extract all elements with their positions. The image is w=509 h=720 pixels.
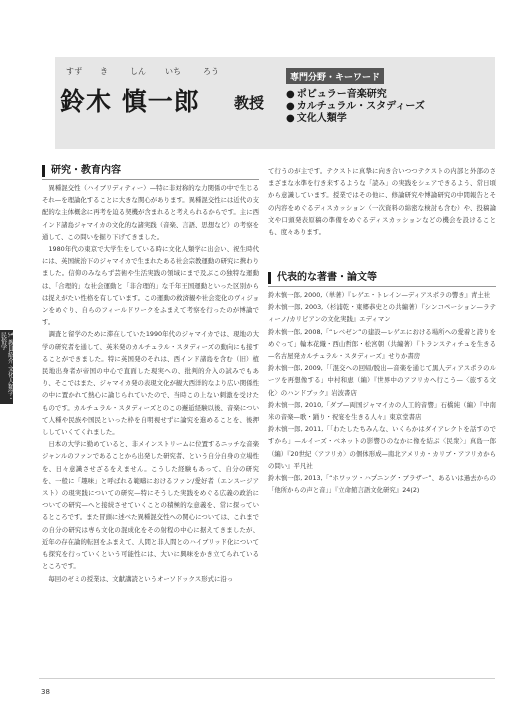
research-left-text: 異種混交性（ハイブリディティー）—特に非対称的な力関係の中で生じるそれ—を理論化することに大きな関心があります。異種混交性には近代の支配的な主体概念に再考を迫る契機が含まれると考えられるからです。主に西インド諸島ジャマイカの文化的な諸実践（音楽、言語、思想など）の考察を通して、この問いを掘り下げてきました。 1980年代の東京で大学生をしている時に文化人類学に出会い、祝生時代には、英国統治下のジャマイカで生まれたある社会宗教運動の研究に携わりました。信仰のみならず芸術や生活実践の領域にまで及ぶこの独特な運動は、「合理的」な社会運動と「非合理的」な千年王国運動といった区別からは捉えがたい性格を有しています。この運動の救済観や社会変化のヴィジョンをめぐり、自らのフィールドワークをふまえて考察を行ったのが博論です。 調査と留学のために滞在していた1990年代のジャマイカでは、現地の大学の研究者を通して、英米発のカルチュラル・スタディーズの動向にも接することができました。特に英国発のそれは、西インド諸島を含む（旧）植民地出身者が帝国の中心で直面した現実への、批判的介入の試みでもあり、そこではまた、ジャマイカ発の表現文化が観大西洋的なより広い関係性の中に置かれて熱心に論じられていたので、当時この上ない刺激を受けたものです。カルチュラル・スタディーズとのこの邂逅経験以後、音楽について人種や民族や国民といった枠を自明視せずに論究を進めることを、後押ししていくてくれました。 日本の大学に勤めていると、非メインストリームに位置するニッチな音楽ジャンルのファンであることから出発した研究者、という自分自身の立場性を、日々意識させざるをえません。こうした経験もあって、自分の研究を、一般に「趣味」と呼ばれる範疇におけるファン/愛好者（エンスージアスト）の現実践についての研究—特にそうした実践をめぐる広義の政治についての研究—へと接続させていくことの積極的な意義を、常に探っているところです。また冒頭に述べた異種混交性への関心については、これまでの自分の研究は専ら文化の混成化をその射程の中心に据えてきましたが、近年の存在論的転回をふまえて、人間と非人間とのハイブリッド化について も探究を行っていくという可能性には、大いに興味をかき立てられているところです。 毎回のゼミの授業は、文献講読というオーソドックス形式に沿っ	[42, 184, 259, 583]
furigana-1: すず	[66, 67, 83, 76]
professor-name: 鈴木 慎一郎	[60, 87, 200, 116]
research-heading: 研究・教育内容	[42, 165, 121, 177]
research-right-text: て行うのが主です。テクストに真摯に向き合いつつテクストの内部と外部のさまざまな水準を行き来するような「読み」の実践をシェアできるよう、常日頃から意識しています。授業ではその他に、修論研究や博論研究の中間報告とその内容をめぐるディスカッション（一次資料の綿密な検討も含む）や、投稿論文や口頭発表原稿の準備をめぐるディスカッションなどの機会を設けることも、度々あります。	[268, 167, 496, 237]
page-number: 38	[41, 688, 50, 696]
research-heading-rule	[42, 179, 259, 180]
field-keywords-list	[286, 89, 425, 125]
publications-heading-rule	[268, 286, 496, 287]
furigana-4: いち	[165, 67, 181, 76]
publications-list: 鈴木慎一郎, 2000,（単著）『レゲエ・トレイン—ディアスポラの響き』青土社 鈴木慎一郎, 2003,（杉浦乾・東郷恭史との共編著）『シンコペーション—ラティーノ/カリビアンの文化実践』エディマン 鈴木慎一郎, 2008,「“レベゼン”の建設—レゲエにおける場所への愛着と誇りをめぐって」輪本花織・西山哲郎・松宮朝（共編著）『トランスティチュを生きる—名古屋発カルチュラル・スタディーズ』せりか書房 鈴木慎一郎, 2009,「「混交への回帰/脱出—音楽を通じて黒人ディアスポラのルーツを再想像する」中村和恵（編）『世界中のアフリカへ行こう—〈旅する文化〉のハンドブック』岩波書店 鈴木慎一郎, 2010,「ダブ—両国ジャマイカの人工的音響」石橋純（編）『中南米の音楽—歌・踊り・祝宴を生きる人々』東京堂書店 鈴木慎一郎, 2011,「「わたしたちみんな、いくらかはダイアレクトを話すのですから」—ルイーズ・ベネットの影響ひのなかに像を結ぶ〈民衆〉」真島一郎（編）『20世紀〈アフリカ〉の個体形成—南北アメリカ・カリブ・アフリカからの問い』平凡社 鈴木慎一郎, 2013,「“ホワッツ・ハプニング・ブラザー”、あるいは過去からの「他所からの声と音」」『立命館言語文化研究』24(2)	[268, 291, 496, 495]
professor-title: 教授	[234, 94, 265, 112]
furigana-3: しん	[130, 67, 146, 76]
furigana-5: ろう	[203, 67, 219, 76]
furigana-2: き	[100, 67, 108, 76]
field-keywords-heading: 専門分野・キーワード	[286, 68, 384, 84]
bullet-icon: ●	[286, 113, 295, 124]
field-keyword	[286, 101, 425, 113]
publications-heading: 代表的な著書・論文等	[268, 272, 377, 284]
chapter-side-tab-label: 3. 教員紹介 文化人類学・民俗学	[0, 332, 14, 402]
footer-rule	[39, 678, 495, 679]
field-keyword-label: ポピュラー音楽研究	[296, 89, 387, 100]
field-keyword	[286, 113, 425, 125]
field-keyword-label: 文化人類学	[296, 113, 347, 124]
field-keyword-label: カルチュラル・スタディーズ	[296, 101, 425, 112]
bullet-icon: ●	[286, 101, 295, 112]
bullet-icon: ●	[286, 89, 295, 100]
field-keyword	[286, 89, 425, 101]
